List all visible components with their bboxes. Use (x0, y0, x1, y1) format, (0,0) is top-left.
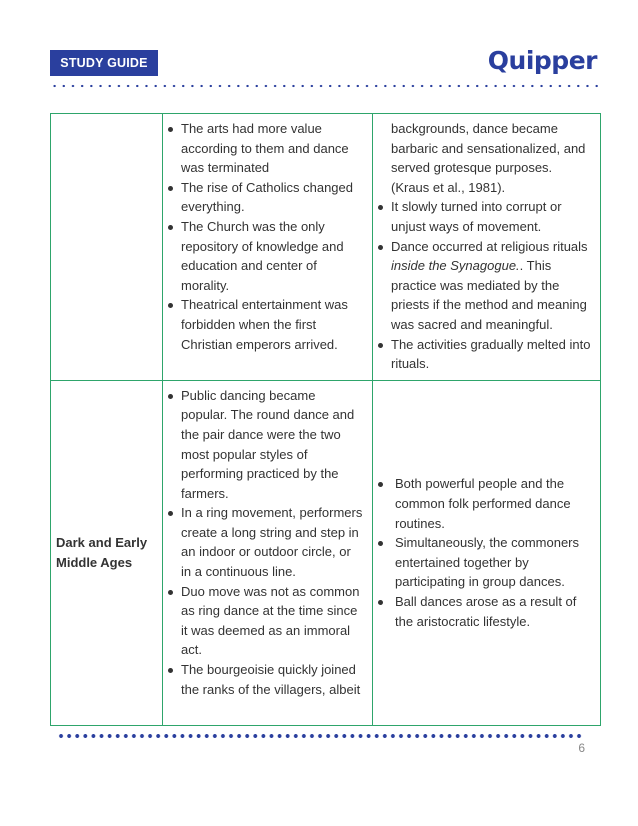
dotted-divider-bottom (57, 733, 582, 739)
list-item: The Church was the only repository of knowledge and education and center of morality. (181, 217, 364, 295)
list-item: Theatrical entertainment was forbidden when the first Christian emperors arrived. (181, 295, 364, 354)
list-item-text: . This practice was mediated by the priests if the method and meaning was sacred and meaningful. (391, 258, 587, 332)
row-label-cell (51, 380, 163, 725)
bullet-list (163, 114, 372, 363)
list-item: The activities gradually melted into rituals. (391, 335, 592, 374)
continued-paragraph: backgrounds, dance became barbaric and sensationalized, and served grotesque purposes. (Kraus et al., 1981). (391, 121, 586, 195)
list-item-italic: inside the Synagogue. (391, 258, 520, 274)
table-row (51, 114, 601, 381)
bullet-list (373, 474, 600, 631)
list-item: Both powerful people and the common folk performed dance routines. (395, 474, 592, 533)
list-item: The arts had more value according to them and dance was terminated (181, 119, 364, 178)
study-guide-badge: STUDY GUIDE (50, 50, 158, 76)
list-item: Public dancing became popular. The round dance and the pair dance were the two most popular styles of performing practiced by the farmers. (181, 386, 364, 504)
list-item: It slowly turned into corrupt or unjust ways of movement. (391, 197, 592, 236)
table-cell (163, 114, 373, 381)
row-label: Dark and Early Middle Ages (56, 535, 148, 570)
list-item: The bourgeoisie quickly joined the ranks of the villagers, albeit (181, 660, 364, 699)
quipper-logo: Quipper (487, 46, 597, 75)
list-item: Ball dances arose as a result of the aristocratic lifestyle. (395, 592, 592, 631)
dotted-divider-top (50, 84, 600, 88)
content-table (50, 113, 601, 726)
table-cell (373, 114, 601, 381)
list-item: Duo move was not as common as ring dance at the time since it was deemed as an immoral act. (181, 582, 364, 660)
table-row (51, 380, 601, 725)
page-number: 6 (578, 741, 585, 755)
table-cell (373, 380, 601, 725)
list-item (391, 237, 592, 335)
bullet-list (163, 381, 372, 725)
list-item-text: Dance occurred at religious rituals (391, 238, 588, 254)
row-label-cell (51, 114, 163, 381)
table-cell (163, 380, 373, 725)
list-item: The rise of Catholics changed everything. (181, 178, 364, 217)
bullet-list (391, 197, 592, 373)
list-item: In a ring movement, performers create a long string and step in an indoor or outdoor circle, or in a continuous line. (181, 503, 364, 581)
list-item: Simultaneously, the commoners entertained together by participating in group dances. (395, 533, 592, 592)
